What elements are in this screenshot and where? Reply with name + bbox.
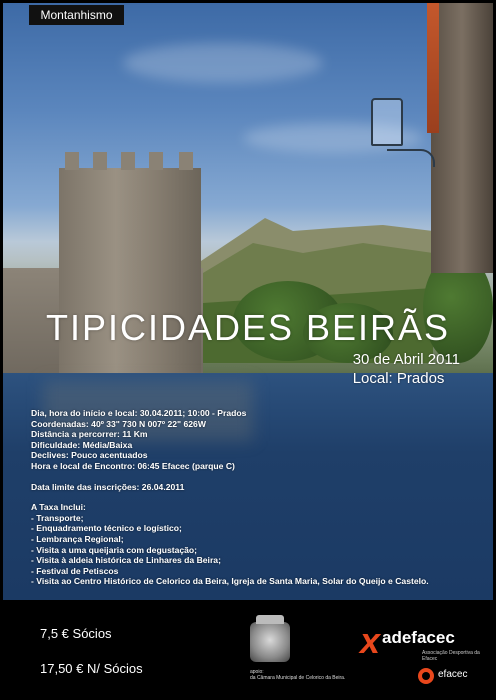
poster-title: TIPICIDADES BEIRÃS <box>45 307 451 348</box>
support-entity: da Câmara Municipal de Celorico da Beira. <box>250 675 346 681</box>
fee-item: - Enquadramento técnico e logístico; <box>31 523 182 534</box>
adefacec-subtitle: Associação Desportiva da Efacec <box>422 650 480 662</box>
category-tab: Montanhismo <box>29 5 124 25</box>
footer <box>0 600 496 700</box>
fee-heading: A Taxa Inclui: <box>31 502 86 513</box>
detail-line: Dia, hora do início e local: 30.04.2011; 10:00 - Prados <box>31 408 247 418</box>
detail-line: Declives: Pouco acentuados <box>31 450 148 461</box>
fee-item: - Visita à aldeia histórica de Linhares da Beira; <box>31 555 221 566</box>
fee-item: - Visita a uma queijaria com degustação; <box>31 544 198 555</box>
detail-line: Hora e local de Encontro: 06:45 Efacec (parque C) <box>31 460 235 471</box>
price-non-members: 17,50 € N/ Sócios <box>40 661 143 676</box>
efacec-icon <box>418 668 434 684</box>
event-date-block <box>353 350 460 388</box>
registration-deadline: Data limite das inscrições: 26.04.2011 <box>31 481 185 492</box>
event-date: 30 de Abril 2011 <box>352 351 460 368</box>
adefacec-name: adefacec <box>382 628 455 647</box>
support-label: apoio: <box>250 669 264 675</box>
street-lamp-icon <box>371 98 403 146</box>
event-location: Local: Prados <box>352 370 445 387</box>
adefacec-logo <box>360 622 485 662</box>
detail-line: Distância a percorrer: 11 Km <box>31 429 148 440</box>
support-credit <box>250 669 345 681</box>
efacec-name: efacec <box>438 669 468 680</box>
lamp-arm <box>387 149 435 167</box>
efacec-logo <box>418 668 488 688</box>
fee-item: - Visita ao Centro Histórico de Celorico da Beira, Igreja de Santa Maria, Solar do Queijo e Castelo. <box>31 576 429 587</box>
adefacec-mark-icon: x <box>360 620 381 661</box>
detail-line: Coordenadas: 40º 33" 730 N 007º 22" 626W <box>31 418 206 429</box>
fee-item: - Festival de Petiscos <box>31 565 119 576</box>
roof-edge <box>427 3 439 133</box>
detail-line: Dificuldade: Média/Baixa <box>31 439 133 450</box>
price-members: 7,5 € Sócios <box>40 626 112 641</box>
fee-item: - Lembrança Regional; <box>31 533 124 544</box>
event-info <box>31 408 491 587</box>
municipal-crest-icon <box>250 622 290 662</box>
fee-item: - Transporte; <box>31 512 84 523</box>
stone-house <box>431 3 493 273</box>
